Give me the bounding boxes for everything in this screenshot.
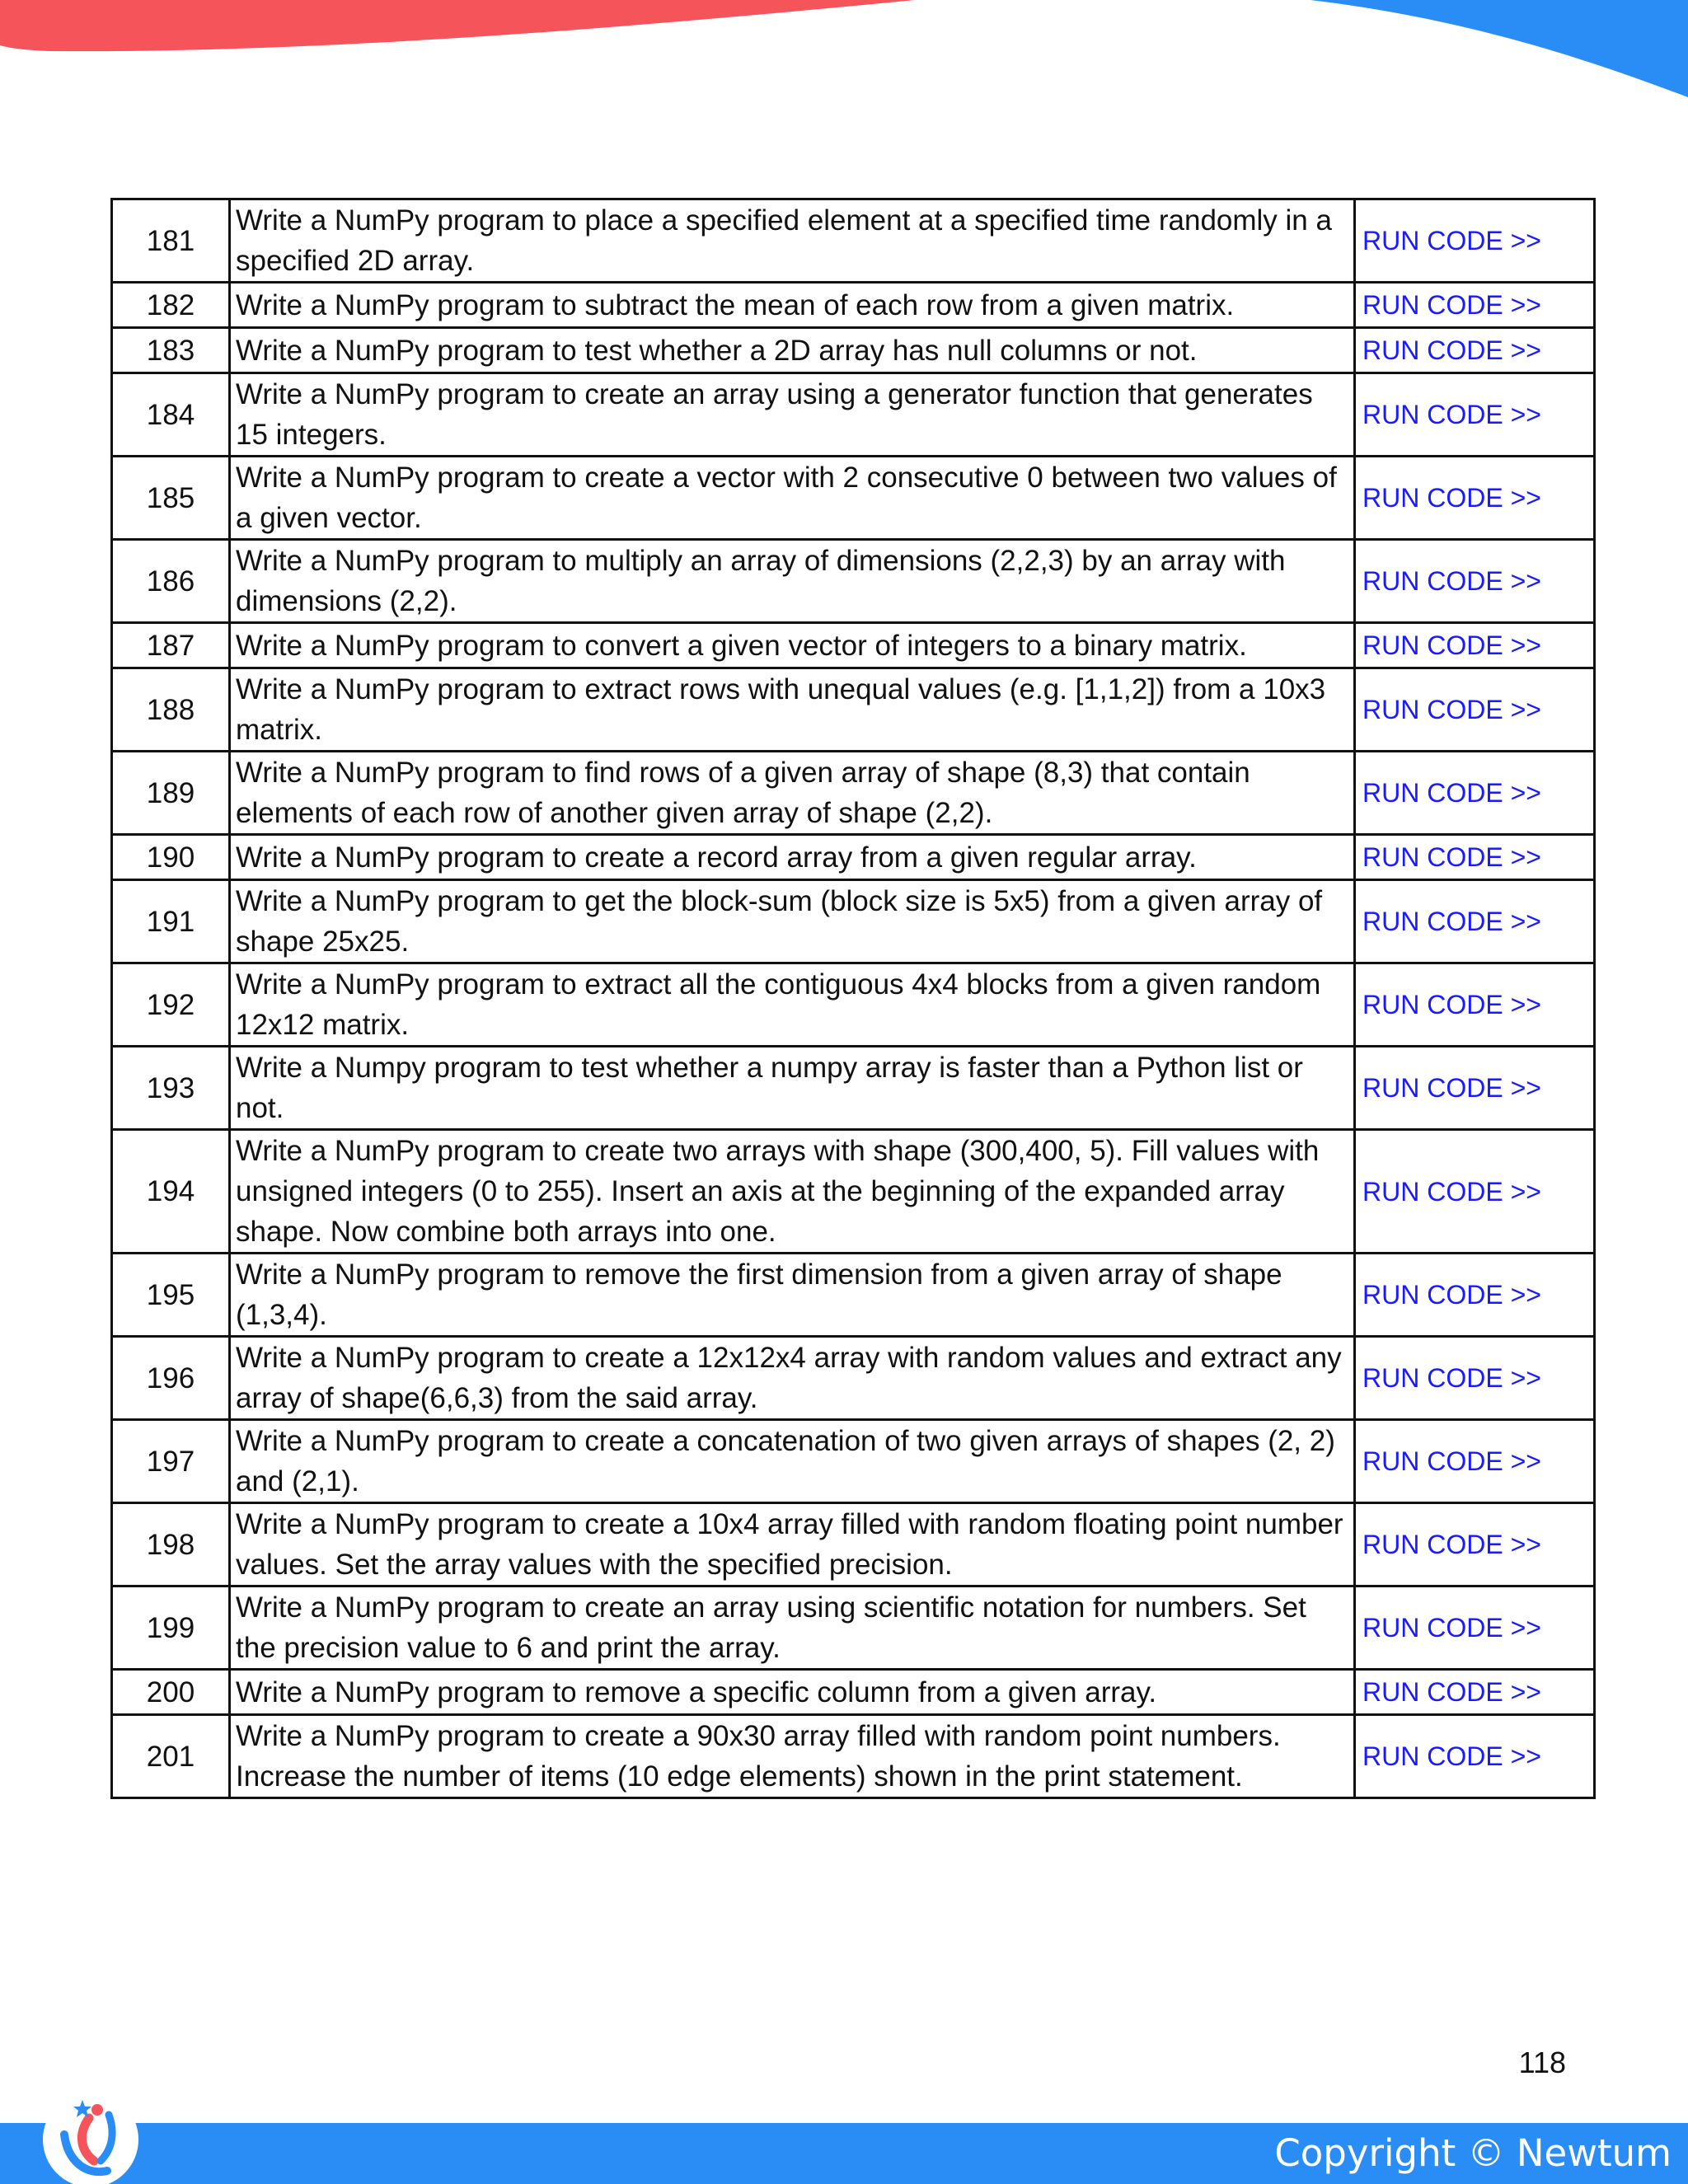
exercise-number: 200 <box>112 1670 230 1715</box>
run-code-link[interactable]: RUN CODE >> <box>1362 226 1541 255</box>
table-row <box>112 752 1595 835</box>
header-blue-wave <box>1311 0 1688 97</box>
exercise-number: 187 <box>112 623 230 668</box>
table-row <box>112 1254 1595 1337</box>
exercise-description: Write a NumPy program to create an array using a generator function that generates 15 integers. <box>230 373 1355 457</box>
run-code-cell <box>1355 963 1595 1047</box>
table-row <box>112 373 1595 457</box>
table-row <box>112 963 1595 1047</box>
run-code-cell <box>1355 328 1595 373</box>
exercise-description: Write a NumPy program to subtract the mean of each row from a given matrix. <box>230 283 1355 328</box>
header-decoration <box>0 0 1688 107</box>
run-code-cell <box>1355 1047 1595 1130</box>
table-row <box>112 1337 1595 1420</box>
run-code-link[interactable]: RUN CODE >> <box>1362 695 1541 724</box>
exercise-number: 198 <box>112 1503 230 1586</box>
exercise-number: 201 <box>112 1715 230 1798</box>
run-code-link[interactable]: RUN CODE >> <box>1362 1363 1541 1393</box>
table-row <box>112 1586 1595 1670</box>
run-code-link[interactable]: RUN CODE >> <box>1362 1530 1541 1559</box>
run-code-cell <box>1355 835 1595 880</box>
run-code-cell <box>1355 752 1595 835</box>
exercise-description: Write a NumPy program to place a specified element at a specified time randomly in a specified 2D array. <box>230 199 1355 283</box>
run-code-link[interactable]: RUN CODE >> <box>1362 907 1541 936</box>
exercise-description: Write a NumPy program to extract rows with unequal values (e.g. [1,1,2]) from a 10x3 matrix. <box>230 668 1355 752</box>
exercise-description: Write a NumPy program to create two arrays with shape (300,400, 5). Fill values with unsigned integers (0 to 255). Insert an axis at the beginning of the expanded array shape. Now combine both arrays into one. <box>230 1130 1355 1254</box>
run-code-cell <box>1355 373 1595 457</box>
exercise-number: 188 <box>112 668 230 752</box>
newtum-logo-icon <box>40 2085 142 2184</box>
exercise-number: 190 <box>112 835 230 880</box>
table-row <box>112 880 1595 963</box>
exercise-description: Write a NumPy program to create a concatenation of two given arrays of shapes (2, 2) and (2,1). <box>230 1420 1355 1503</box>
copyright-text: Copyright © Newtum <box>1274 2131 1672 2175</box>
exercise-number: 182 <box>112 283 230 328</box>
run-code-cell <box>1355 880 1595 963</box>
exercise-number: 197 <box>112 1420 230 1503</box>
table-row <box>112 283 1595 328</box>
table-row <box>112 1130 1595 1254</box>
run-code-link[interactable]: RUN CODE >> <box>1362 1280 1541 1310</box>
run-code-link[interactable]: RUN CODE >> <box>1362 1613 1541 1643</box>
run-code-link[interactable]: RUN CODE >> <box>1362 566 1541 596</box>
table-row <box>112 623 1595 668</box>
table-row <box>112 457 1595 540</box>
header-red-wave <box>0 0 915 51</box>
exercise-description: Write a NumPy program to remove the first dimension from a given array of shape (1,3,4). <box>230 1254 1355 1337</box>
exercise-number: 193 <box>112 1047 230 1130</box>
run-code-link[interactable]: RUN CODE >> <box>1362 483 1541 513</box>
exercise-number: 184 <box>112 373 230 457</box>
run-code-link[interactable]: RUN CODE >> <box>1362 990 1541 1019</box>
run-code-cell <box>1355 1715 1595 1798</box>
run-code-cell <box>1355 1254 1595 1337</box>
run-code-link[interactable]: RUN CODE >> <box>1362 400 1541 429</box>
exercise-description: Write a NumPy program to convert a given vector of integers to a binary matrix. <box>230 623 1355 668</box>
exercise-table <box>110 198 1596 1799</box>
exercise-number: 185 <box>112 457 230 540</box>
run-code-link[interactable]: RUN CODE >> <box>1362 630 1541 660</box>
table-row <box>112 1047 1595 1130</box>
exercise-number: 192 <box>112 963 230 1047</box>
run-code-cell <box>1355 283 1595 328</box>
table-row <box>112 1715 1595 1798</box>
run-code-cell <box>1355 1503 1595 1586</box>
run-code-link[interactable]: RUN CODE >> <box>1362 842 1541 872</box>
exercise-description: Write a NumPy program to find rows of a given array of shape (8,3) that contain elements of each row of another given array of shape (2,2). <box>230 752 1355 835</box>
run-code-link[interactable]: RUN CODE >> <box>1362 335 1541 365</box>
table-row <box>112 540 1595 623</box>
run-code-cell <box>1355 1420 1595 1503</box>
exercise-number: 186 <box>112 540 230 623</box>
table-row <box>112 328 1595 373</box>
exercise-description: Write a NumPy program to create a record array from a given regular array. <box>230 835 1355 880</box>
run-code-link[interactable]: RUN CODE >> <box>1362 1677 1541 1707</box>
run-code-link[interactable]: RUN CODE >> <box>1362 290 1541 320</box>
exercise-description: Write a NumPy program to create a 10x4 array filled with random floating point number values. Set the array values with the specified precision. <box>230 1503 1355 1586</box>
run-code-cell <box>1355 1130 1595 1254</box>
exercise-number: 194 <box>112 1130 230 1254</box>
table-row <box>112 1420 1595 1503</box>
exercise-number: 189 <box>112 752 230 835</box>
page-number: 118 <box>1518 2046 1566 2079</box>
run-code-cell <box>1355 623 1595 668</box>
exercise-number: 196 <box>112 1337 230 1420</box>
run-code-link[interactable]: RUN CODE >> <box>1362 1446 1541 1476</box>
run-code-cell <box>1355 1670 1595 1715</box>
run-code-cell <box>1355 457 1595 540</box>
exercise-description: Write a NumPy program to remove a specific column from a given array. <box>230 1670 1355 1715</box>
exercise-description: Write a NumPy program to create an array using scientific notation for numbers. Set the precision value to 6 and print the array. <box>230 1586 1355 1670</box>
exercise-description: Write a NumPy program to get the block-sum (block size is 5x5) from a given array of shape 25x25. <box>230 880 1355 963</box>
exercise-number: 181 <box>112 199 230 283</box>
run-code-cell <box>1355 668 1595 752</box>
exercise-description: Write a NumPy program to create a vector with 2 consecutive 0 between two values of a given vector. <box>230 457 1355 540</box>
exercise-description: Write a Numpy program to test whether a numpy array is faster than a Python list or not. <box>230 1047 1355 1130</box>
exercise-description: Write a NumPy program to test whether a 2D array has null columns or not. <box>230 328 1355 373</box>
run-code-link[interactable]: RUN CODE >> <box>1362 1073 1541 1103</box>
run-code-link[interactable]: RUN CODE >> <box>1362 778 1541 808</box>
table-row <box>112 835 1595 880</box>
exercise-number: 199 <box>112 1586 230 1670</box>
exercise-number: 183 <box>112 328 230 373</box>
table-row <box>112 1670 1595 1715</box>
table-row <box>112 199 1595 283</box>
exercise-number: 191 <box>112 880 230 963</box>
run-code-cell <box>1355 540 1595 623</box>
table-row <box>112 668 1595 752</box>
run-code-cell <box>1355 1337 1595 1420</box>
run-code-link[interactable]: RUN CODE >> <box>1362 1176 1541 1207</box>
exercise-description: Write a NumPy program to create a 12x12x4 array with random values and extract any array of shape(6,6,3) from the said array. <box>230 1337 1355 1420</box>
exercise-number: 195 <box>112 1254 230 1337</box>
exercise-description: Write a NumPy program to create a 90x30 array filled with random point numbers. Increase the number of items (10 edge elements) shown in the print statement. <box>230 1715 1355 1798</box>
exercise-description: Write a NumPy program to multiply an array of dimensions (2,2,3) by an array with dimensions (2,2). <box>230 540 1355 623</box>
run-code-cell <box>1355 1586 1595 1670</box>
run-code-cell <box>1355 199 1595 283</box>
run-code-link[interactable]: RUN CODE >> <box>1362 1741 1541 1771</box>
exercise-description: Write a NumPy program to extract all the contiguous 4x4 blocks from a given random 12x12 matrix. <box>230 963 1355 1047</box>
table-row <box>112 1503 1595 1586</box>
